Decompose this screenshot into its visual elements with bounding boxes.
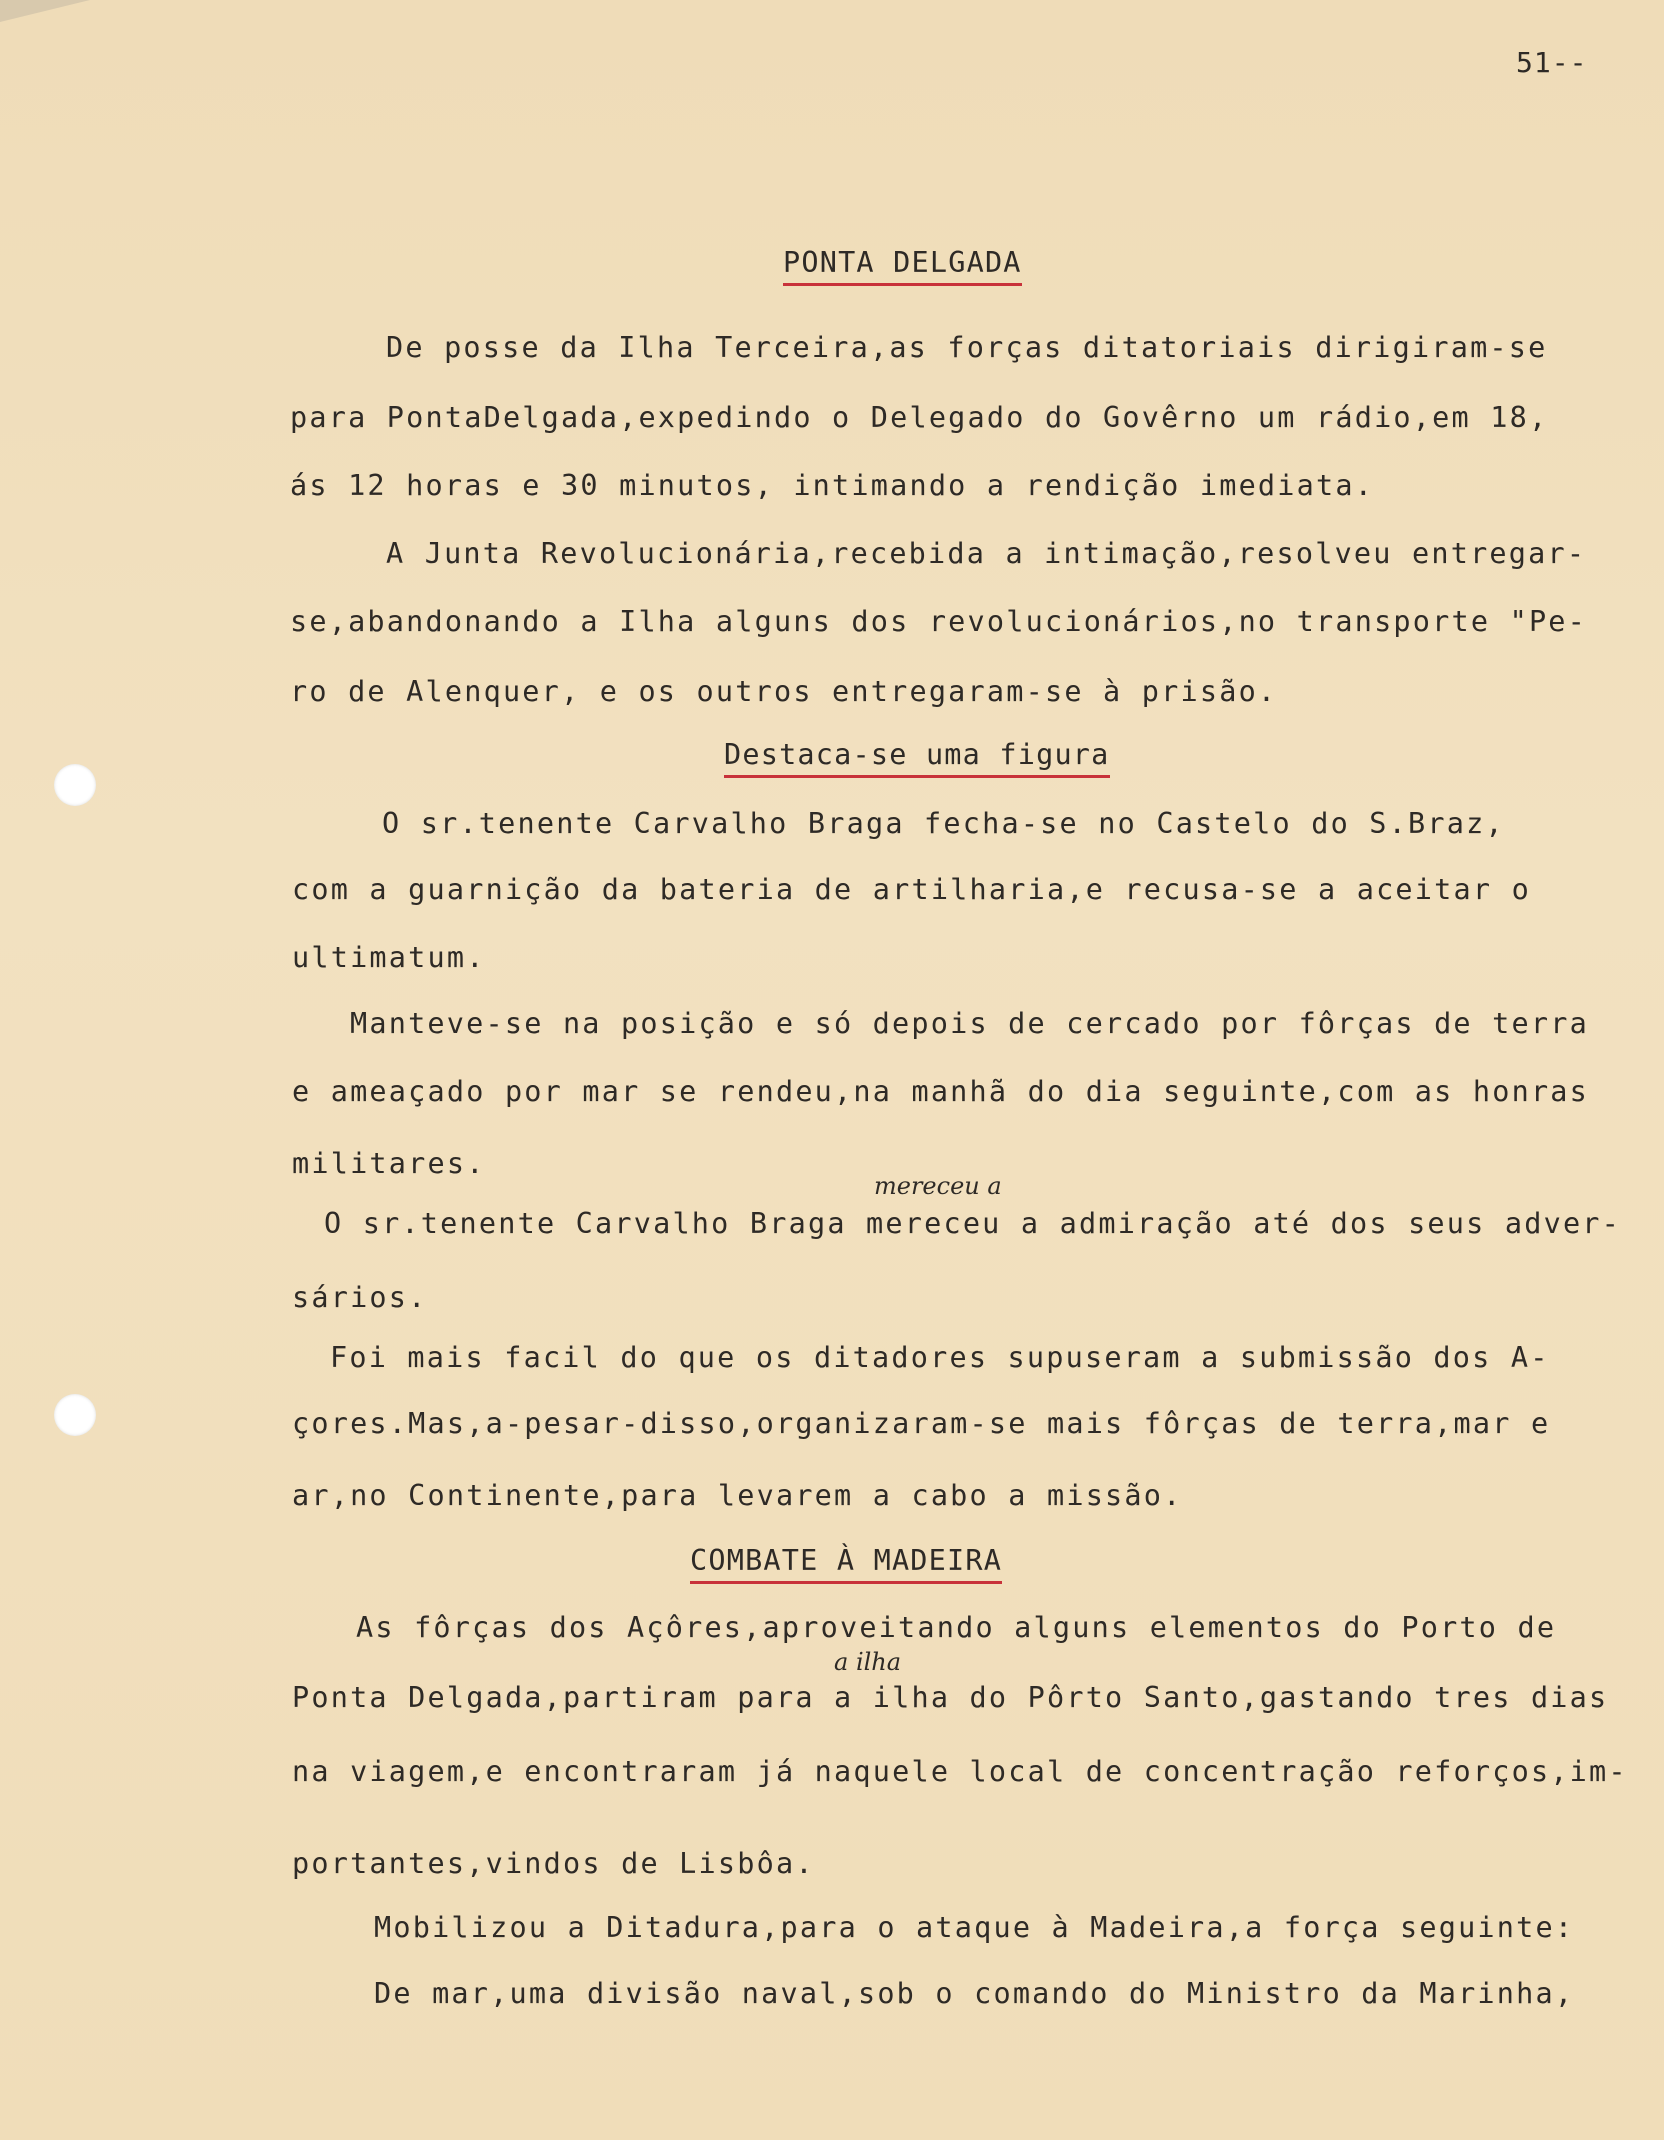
- punch-hole-top: [54, 764, 96, 806]
- text-line: com a guarnição da bateria de artilharia,e recusa-se a aceitar o: [292, 873, 1531, 906]
- text-line: O sr.tenente Carvalho Braga fecha-se no Castelo do S.Braz,: [382, 807, 1505, 840]
- text-line: As fôrças dos Açôres,aproveitando alguns elementos do Porto de: [356, 1611, 1557, 1644]
- page-number: 51--: [1516, 46, 1588, 79]
- text-line: portantes,vindos de Lisbôa.: [292, 1847, 815, 1880]
- folded-corner: [0, 0, 90, 22]
- section-heading-ponta-delgada: PONTA DELGADA: [783, 246, 1022, 286]
- text-line: para PontaDelgada,expedindo o Delegado do Govêrno um rádio,em 18,: [290, 401, 1549, 434]
- text-line: ás 12 horas e 30 minutos, intimando a rendição imediata.: [290, 469, 1375, 502]
- text-line: na viagem,e encontraram já naquele local de concentração reforços,im-: [292, 1755, 1628, 1788]
- text-line: O sr.tenente Carvalho Braga mereceu a admiração até dos seus adver-: [324, 1207, 1622, 1240]
- text-line: sários.: [292, 1281, 428, 1314]
- text-line: Foi mais facil do que os ditadores supuseram a submissão dos A-: [330, 1341, 1550, 1374]
- text-line: ro de Alenquer, e os outros entregaram-se à prisão.: [290, 675, 1278, 708]
- text-line: Ponta Delgada,partiram para a ilha do Pôrto Santo,gastando tres dias: [292, 1681, 1609, 1714]
- section-heading-combate-madeira: COMBATE À MADEIRA: [690, 1544, 1002, 1584]
- text-line: De posse da Ilha Terceira,as forças ditatoriais dirigiram-se: [386, 331, 1548, 364]
- text-line: se,abandonando a Ilha alguns dos revolucionários,no transporte "Pe-: [290, 605, 1588, 638]
- text-line: ultimatum.: [292, 941, 486, 974]
- text-line: ar,no Continente,para levarem a cabo a missão.: [292, 1479, 1183, 1512]
- text-line: çores.Mas,a-pesar-disso,organizaram-se mais fôrças de terra,mar e: [292, 1407, 1551, 1440]
- text-line: A Junta Revolucionária,recebida a intimação,resolveu entregar-: [386, 537, 1587, 570]
- section-heading-destaca-se: Destaca-se uma figura: [724, 738, 1110, 778]
- handwritten-correction-mereceu: mereceu a: [874, 1172, 1002, 1200]
- handwritten-correction-a-ilha: a ilha: [834, 1648, 902, 1676]
- text-line: Mobilizou a Ditadura,para o ataque à Madeira,a força seguinte:: [374, 1911, 1575, 1944]
- text-line: e ameaçado por mar se rendeu,na manhã do dia seguinte,com as honras: [292, 1075, 1590, 1108]
- text-line: Manteve-se na posição e só depois de cercado por fôrças de terra: [350, 1007, 1589, 1040]
- text-line: militares.: [292, 1147, 486, 1180]
- text-line: De mar,uma divisão naval,sob o comando do Ministro da Marinha,: [374, 1977, 1575, 2010]
- punch-hole-bottom: [54, 1394, 96, 1436]
